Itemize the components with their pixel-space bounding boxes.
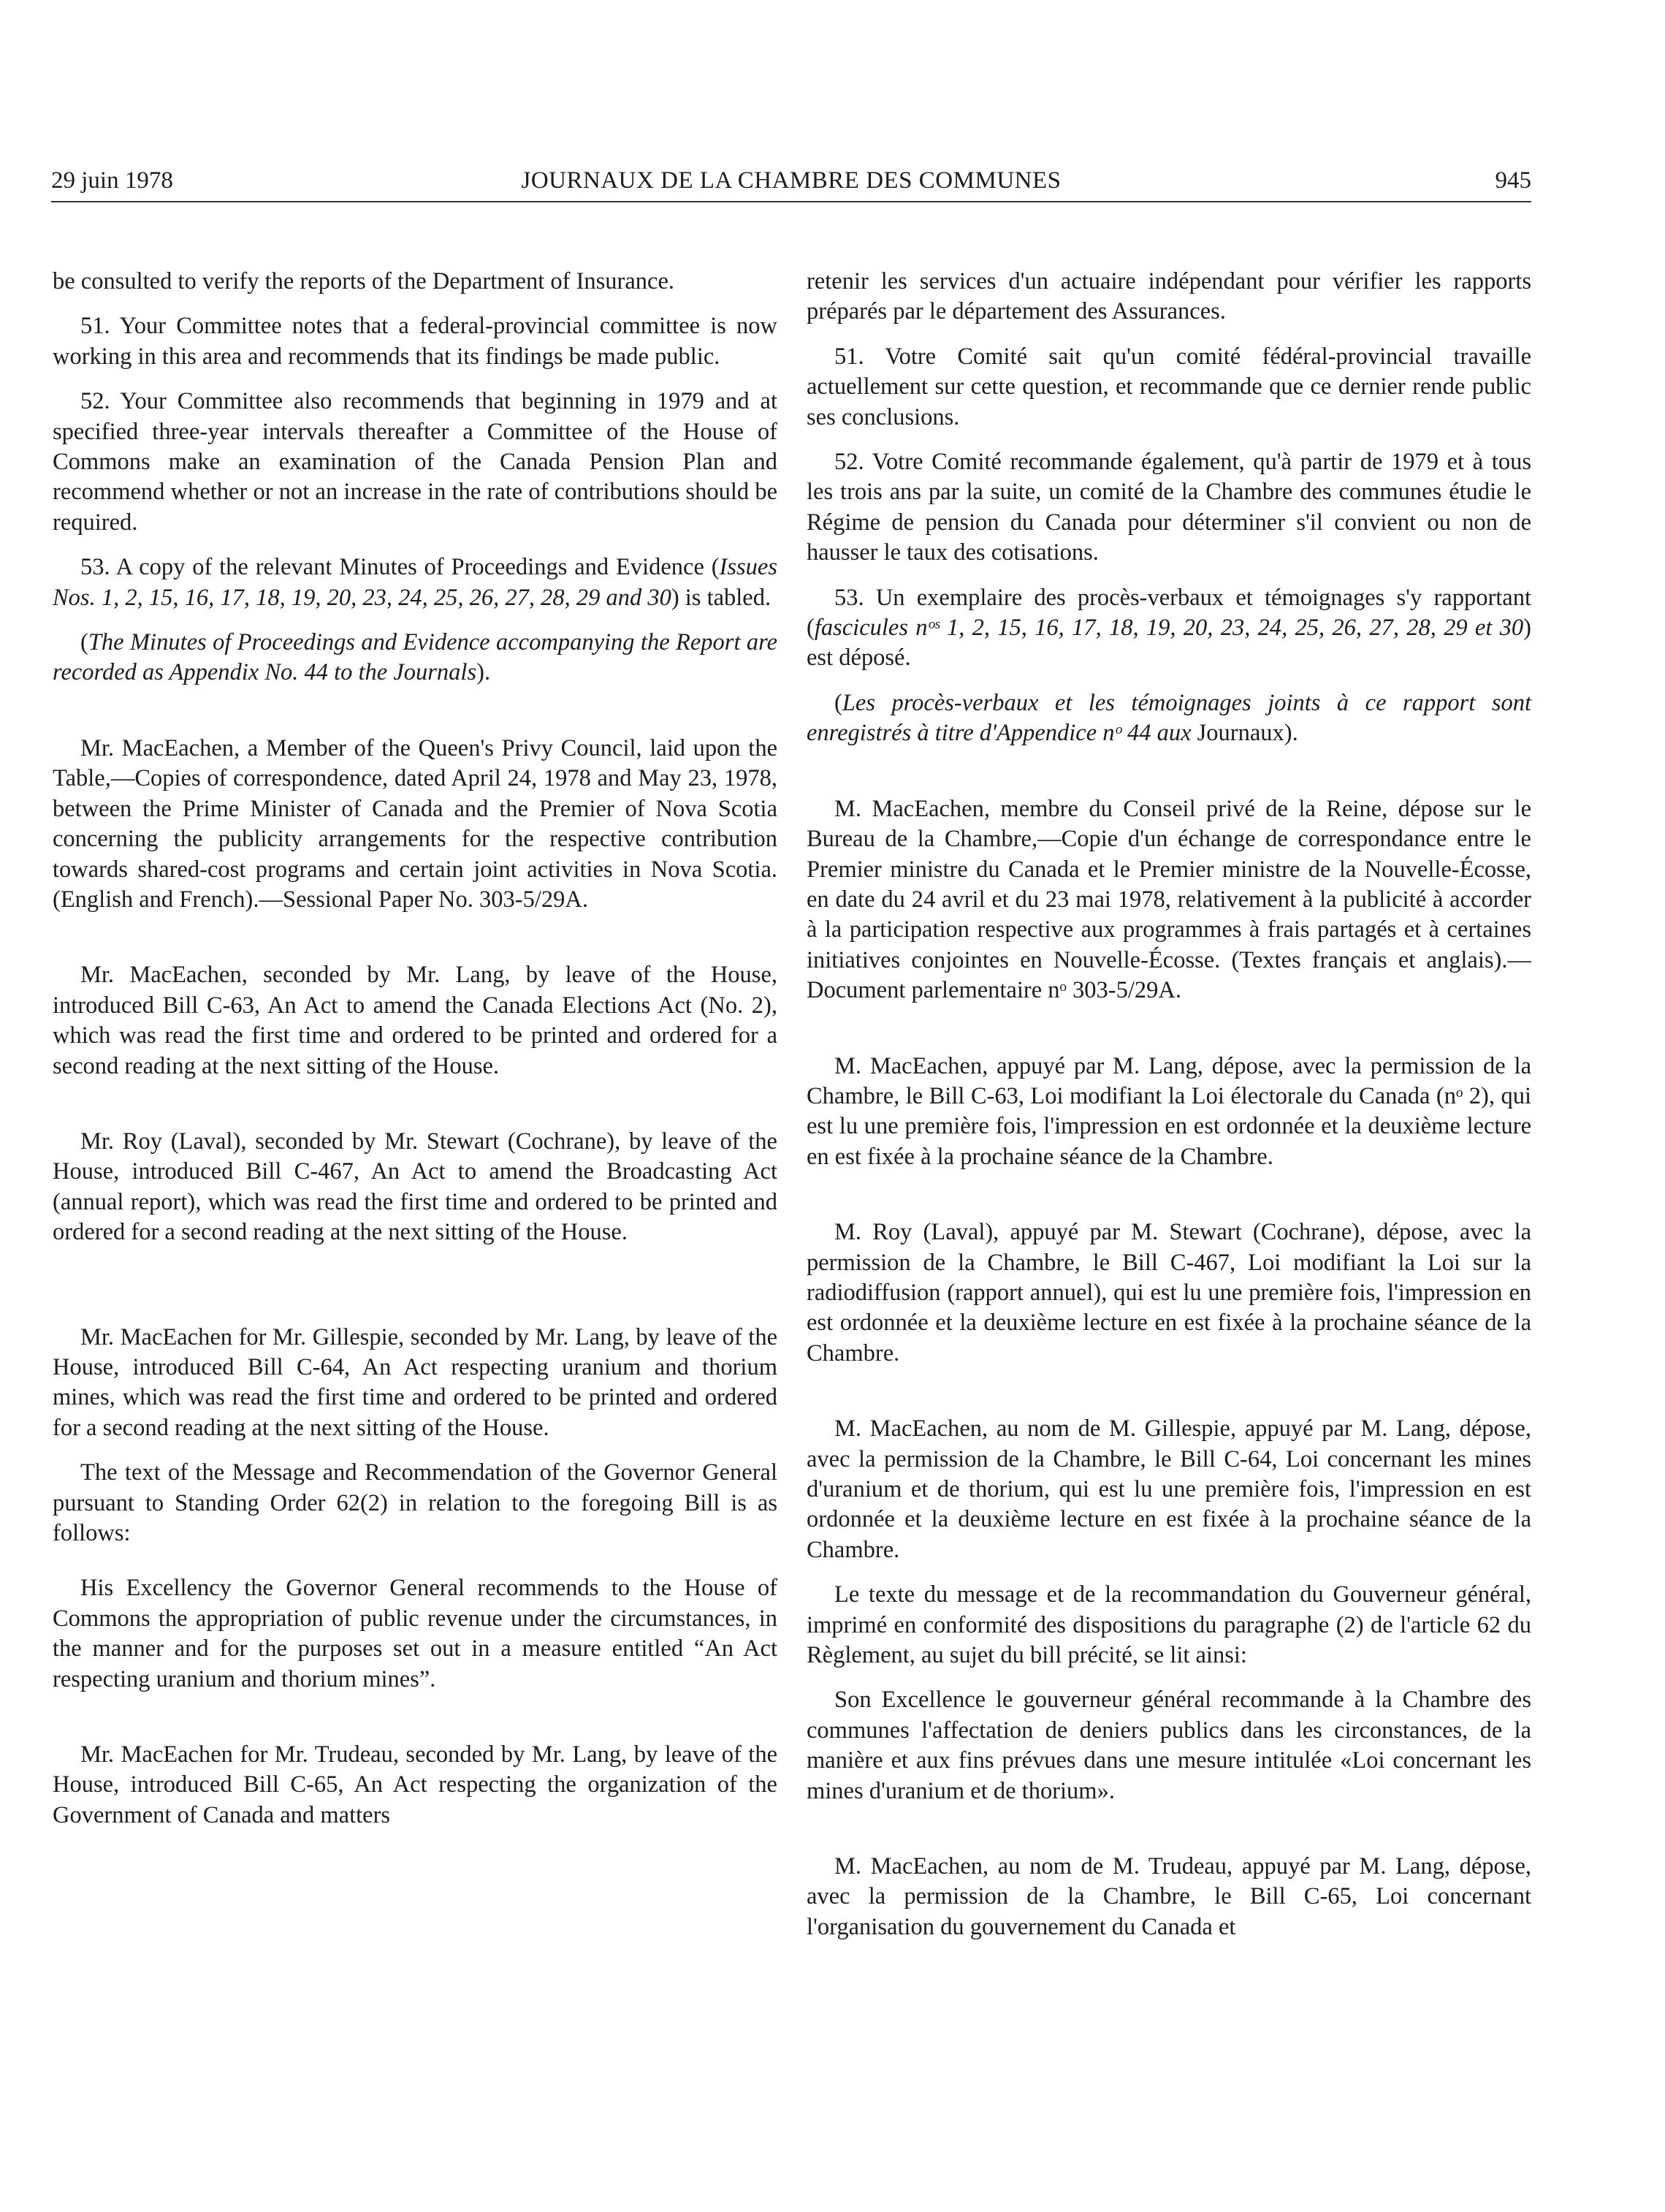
fr-p53-fascicules: fascicules nᵒˢ 1, 2, 15, 16, 17, 18, 19, 20, 23, 24, 25, 26, 27, 28, 29 et 30 — [814, 615, 1524, 642]
en-appendix-italic: The Minutes of Proceedings and Evidence accompanying the Report are recorded as Appendix No. 44 to the Journals — [53, 629, 777, 686]
fr-paragraph-bill-c63: M. MacEachen, appuyé par M. Lang, dépose, avec la permission de la Chambre, le Bill C-63, Loi modifiant la Loi électorale du Canada (nᵒ 2), qui est lu une première fois, l'impression en est ordonnée et la deuxième lecture en est fixée à la prochaine séance de la Chambre. — [807, 1052, 1531, 1170]
en-paragraph-recommendation: His Excellency the Governor General recommends to the House of Commons the appropriation of public revenue under the circumstances, in the manner and for the purposes set out in a measure entitled “An Act respecting uranium and thorium mines”. — [53, 1575, 777, 1692]
en-paragraph-message-text: The text of the Message and Recommendation of the Governor General pursuant to Standing Order 62(2) in relation to the foregoing Bill is as follows: — [53, 1459, 777, 1546]
fr-paragraph-52: 52. Votre Comité recommande également, qu'à partir de 1979 et à tous les trois ans par la suite, un comité de la Chambre des communes étudie le Régime de pension du Canada pour déterminer s'il convient ou non de hausser le taux des cotisations. — [807, 449, 1531, 566]
fr-paragraph-bill-c467: M. Roy (Laval), appuyé par M. Stewart (Cochrane), dépose, avec la permission de la Chambre, le Bill C-467, Loi modifiant la Loi sur la radiodiffusion (rapport annuel), qui est lu une première fois, l'impression en est ordonnée et la deuxième lecture en est fixée à la prochaine séance de la Chambre. — [807, 1219, 1531, 1367]
fr-paragraph-bill-c65: M. MacEachen, au nom de M. Trudeau, appuyé par M. Lang, dépose, avec la permission de la Chambre, le Bill C-65, Loi concernant l'organisation du gouvernement du Canada et — [807, 1853, 1531, 1940]
fr-appendix-italic: Les procès-verbaux et les témoignages joints à ce rapport sont enregistrés à titre d'Appendice nᵒ 44 aux — [807, 689, 1531, 747]
french-column — [807, 267, 1531, 1942]
en-appendix-open: ( — [80, 629, 88, 656]
fr-paragraph-51: 51. Votre Comité sait qu'un comité fédéral-provincial travaille actuellement sur cette question, et recommande que ce dernier rende public ses conclusions. — [807, 343, 1531, 430]
en-appendix-close: ). — [476, 659, 491, 686]
fr-appendix-note — [807, 688, 1531, 749]
fr-appendix-close: ). — [1284, 720, 1298, 747]
page-number: 945 — [1495, 167, 1531, 194]
fr-appendix-journaux: Journaux — [1191, 720, 1284, 747]
fr-appendix-open: ( — [834, 689, 842, 716]
en-paragraph-52: 52. Your Committee also recommends that beginning in 1979 and at specified three-year intervals thereafter a Committee of the House of Commons make an examination of the Canada Pension Plan and recommend whether or not an increase in the rate of contributions should be required. — [53, 388, 777, 536]
page-header — [51, 162, 1531, 199]
fr-paragraph-1: retenir les services d'un actuaire indépendant pour vérifier les rapports préparés par le département des Assurances. — [807, 268, 1531, 325]
en-paragraph-bill-c64: Mr. MacEachen for Mr. Gillespie, seconded by Mr. Lang, by leave of the House, introduced Bill C-64, An Act respecting uranium and thorium mines, which was read the first time and ordered to be printed and ordered for a second reading at the next sitting of the House. — [53, 1323, 777, 1441]
english-column — [53, 267, 777, 1831]
en-paragraph-bill-c65: Mr. MacEachen for Mr. Trudeau, seconded by Mr. Lang, by leave of the House, introduced Bill C-65, An Act respecting the organization of the Government of Canada and matters — [53, 1741, 777, 1828]
en-paragraph-51: 51. Your Committee notes that a federal-provincial committee is now working in this area and recommends that its findings be made public. — [53, 313, 777, 370]
header-rule — [51, 201, 1531, 202]
en-p53-text-a: 53. A copy of the relevant Minutes of Proceedings and Evidence ( — [80, 554, 720, 581]
header-date: 29 juin 1978 — [51, 167, 173, 194]
en-paragraph-53 — [53, 552, 777, 613]
en-paragraph-1: be consulted to verify the reports of the Department of Insurance. — [53, 268, 675, 294]
en-appendix-note — [53, 628, 777, 688]
fr-paragraph-bill-c64: M. MacEachen, au nom de M. Gillespie, appuyé par M. Lang, dépose, avec la permission de la Chambre, le Bill C-64, Loi concernant les mines d'uranium et de thorium, qui est lu une première fois, l'impression en est ordonnée et la deuxième lecture en est fixée à la prochaine séance de la Chambre. — [807, 1415, 1531, 1563]
en-paragraph-bill-c63: Mr. MacEachen, seconded by Mr. Lang, by leave of the House, introduced Bill C-63, An Act to amend the Canada Elections Act (No. 2), which was read the first time and ordered to be printed and ordered for a second reading at the next sitting of the House. — [53, 962, 777, 1079]
fr-p53-text-a: 53. Un exemplaire des procès-verbaux et témoignages s'y rapportant ( — [807, 584, 1531, 642]
fr-paragraph-maceachen-depose: M. MacEachen, membre du Conseil privé de la Reine, dépose sur le Bureau de la Chambre,—Copie d'un échange de correspondance entre le Premier ministre du Canada et le Premier ministre de la Nouvelle-Écosse, en date du 24 avril et du 23 mai 1978, relativement à la publicité à accorder à la participation respective aux programmes à frais partagés et à certaines initiatives conjointes en Nouvelle-Écosse. (Textes français et anglais).—Document parlementaire nᵒ 303-5/29A. — [807, 795, 1531, 1004]
en-paragraph-bill-c467: Mr. Roy (Laval), seconded by Mr. Stewart (Cochrane), by leave of the House, introduced Bill C-467, An Act to amend the Broadcasting Act (annual report), which was read the first time and ordered to be printed and ordered for a second reading at the next sitting of the House. — [53, 1128, 777, 1246]
fr-paragraph-recommendation: Son Excellence le gouverneur général recommande à la Chambre des communes l'affectation de deniers publics dans les circonstances, de la manière et aux fins prévues dans une mesure intitulée «Loi concernant les mines d'uranium et de thorium». — [807, 1687, 1531, 1804]
header-title: JOURNAUX DE LA CHAMBRE DES COMMUNES — [521, 167, 1062, 194]
fr-paragraph-message-text: Le texte du message et de la recommandation du Gouverneur général, imprimé en conformité des dispositions du paragraphe (2) de l'article 62 du Règlement, au sujet du bill précité, se lit ainsi: — [807, 1581, 1531, 1669]
en-p53-text-b: ) is tabled. — [671, 584, 771, 611]
en-paragraph-maceachen-tabled: Mr. MacEachen, a Member of the Queen's Privy Council, laid upon the Table,—Copies of correspondence, dated April 24, 1978 and May 23, 1978, between the Prime Minister of Canada and the Premier of Nova Scotia concerning the publicity arrangements for the respective contribution towards shared-cost programs and certain joint activities in Nova Scotia. (English and French).—Sessional Paper No. 303-5/29A. — [53, 734, 777, 913]
fr-paragraph-53 — [807, 583, 1531, 674]
en-p53-issues: Issues Nos. 1, 2, 15, 16, 17, 18, 19, 20, 23, 24, 25, 26, 27, 28, 29 and 30 — [53, 554, 777, 611]
fr-p53-text-b: ) est déposé. — [807, 615, 1531, 672]
